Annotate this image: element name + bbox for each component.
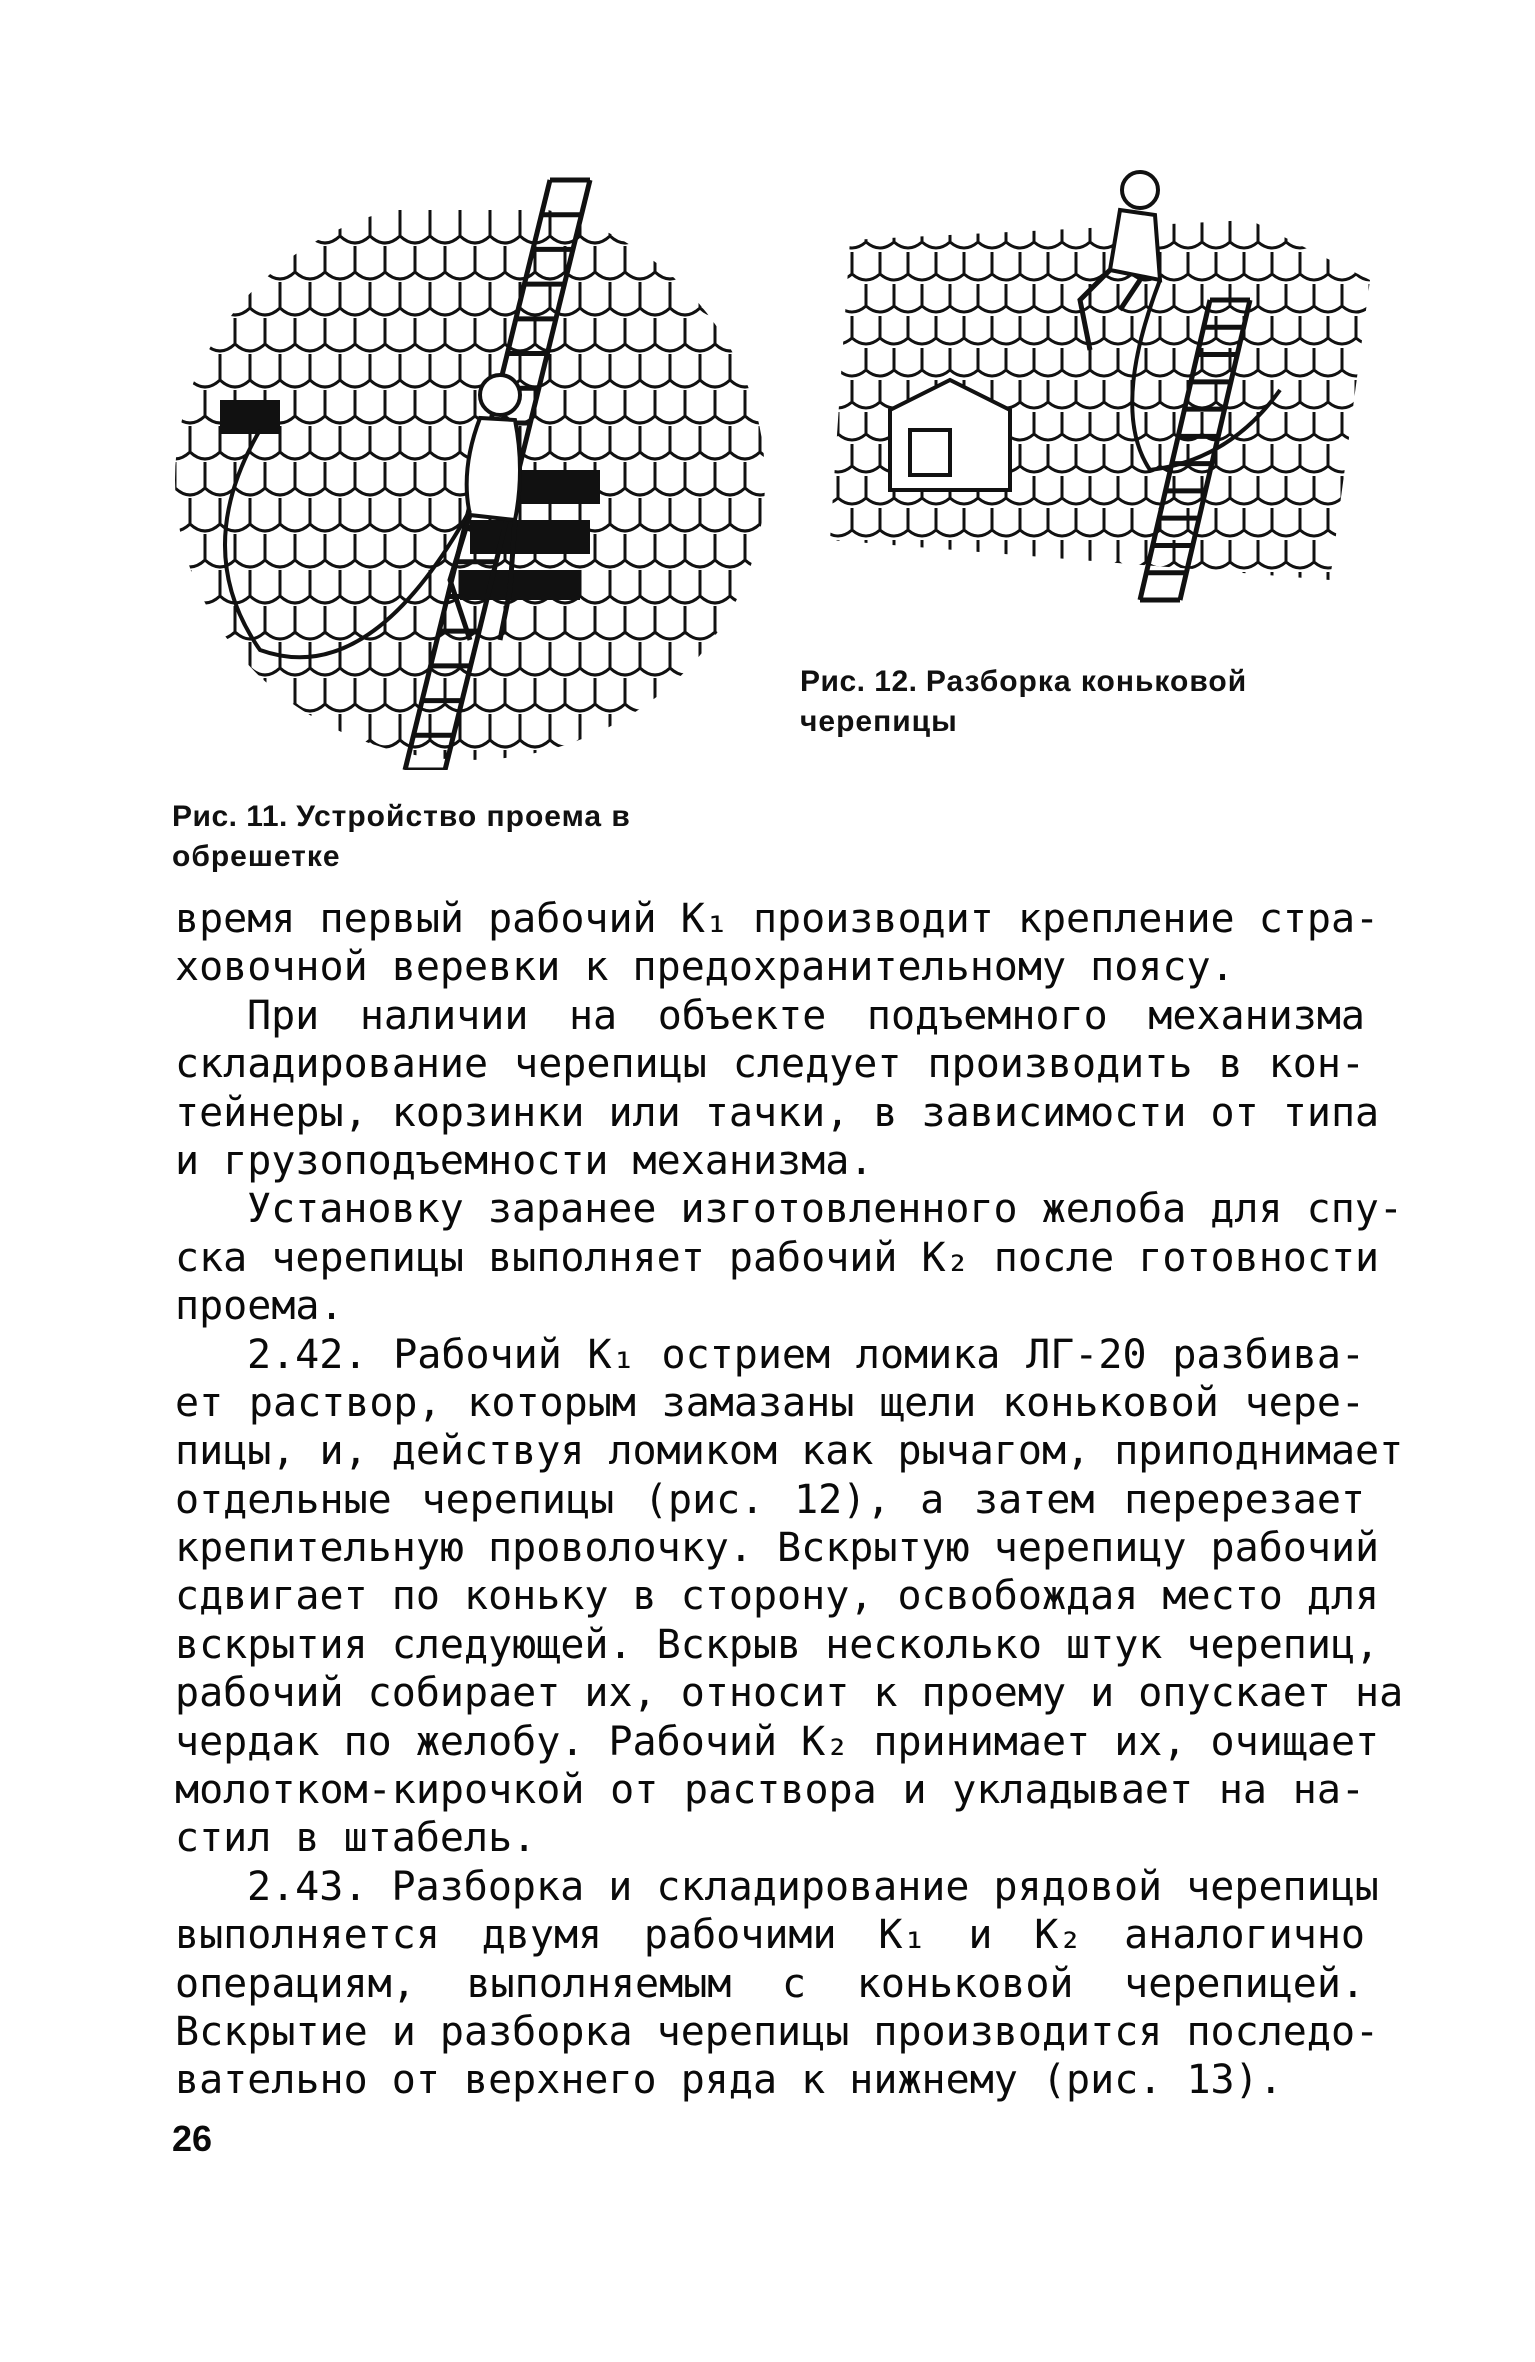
page-number: 26 — [172, 2118, 213, 2159]
safety-rope — [225, 430, 470, 657]
text-line: сдвигает по коньку в сторону, освобождая место для — [175, 1573, 1380, 1620]
figure-11-illustration — [170, 170, 770, 770]
dormer-opening — [910, 430, 950, 475]
text-line: 2.43. Разборка и складирование рядовой черепицы — [247, 1863, 1379, 1910]
text-line: При наличии на объекте подъемного механизма — [247, 992, 1365, 1039]
text-line: ховочной веревки к предохранительному поясу. — [175, 944, 1235, 991]
text-line: и грузоподъемности механизма. — [175, 1137, 874, 1184]
text-line: 2.42. Рабочий К₁ острием ломика ЛГ-20 разбива- — [247, 1331, 1365, 1378]
text-line: ет раствор, которым замазаны щели коньковой чере- — [175, 1379, 1365, 1426]
text-line: отдельные черепицы (рис. 12), а затем перерезает — [175, 1476, 1365, 1523]
worker-head — [1122, 172, 1158, 208]
roof-opening — [220, 400, 280, 434]
text-line: пицы, и, действуя ломиком как рычагом, приподнимает — [175, 1428, 1404, 1475]
text-line: операциям, выполняемым с коньковой черепицей. — [175, 1960, 1365, 2007]
text-line: стил в штабель. — [175, 1815, 537, 1862]
text-line: тейнеры, корзинки или тачки, в зависимости от типа — [175, 1089, 1380, 1136]
text-line: молотком-кирочкой от раствора и укладывает на на- — [175, 1767, 1365, 1814]
text-line: Вскрытие и разборка черепицы производится последо- — [175, 2008, 1380, 2055]
figure-12-caption-label: Рис. 12. — [800, 665, 918, 698]
body-text — [175, 895, 1404, 2105]
text-line: чердак по желобу. Рабочий К₂ принимает их, очищает — [175, 1718, 1380, 1765]
text-line: проема. — [175, 1283, 344, 1330]
text-line: вательно от верхнего ряда к нижнему (рис. 13). — [175, 2057, 1283, 2104]
figure-12-illustration — [810, 160, 1370, 630]
text-line: время первый рабочий К₁ производит крепление стра- — [175, 896, 1380, 942]
figure-11-caption — [172, 797, 772, 877]
worker-body — [1110, 210, 1160, 280]
text-line: Установку заранее изготовленного желоба для спу- — [247, 1186, 1403, 1233]
text-line: рабочий собирает их, относит к проему и опускает на — [175, 1670, 1404, 1717]
figure-12-caption-text: Разборка коньковой черепицы — [800, 665, 1248, 738]
text-line: складирование черепицы следует производить в кон- — [175, 1041, 1365, 1088]
worker-head — [480, 375, 520, 415]
text-line: выполняется двумя рабочими К₁ и К₂ аналогично — [175, 1912, 1365, 1959]
text-line: крепительную проволочку. Вскрытую черепицу рабочий — [175, 1525, 1380, 1572]
figure-11-caption-text: Устройство проема в обрешетке — [172, 800, 631, 873]
figure-11-caption-label: Рис. 11. — [172, 800, 288, 833]
text-line: ска черепицы выполняет рабочий К₂ после готовности — [175, 1234, 1380, 1281]
figure-12-caption — [800, 662, 1360, 742]
text-line: вскрытия следующей. Вскрыв несколько штук черепиц, — [175, 1621, 1380, 1668]
worker-body — [467, 418, 520, 520]
